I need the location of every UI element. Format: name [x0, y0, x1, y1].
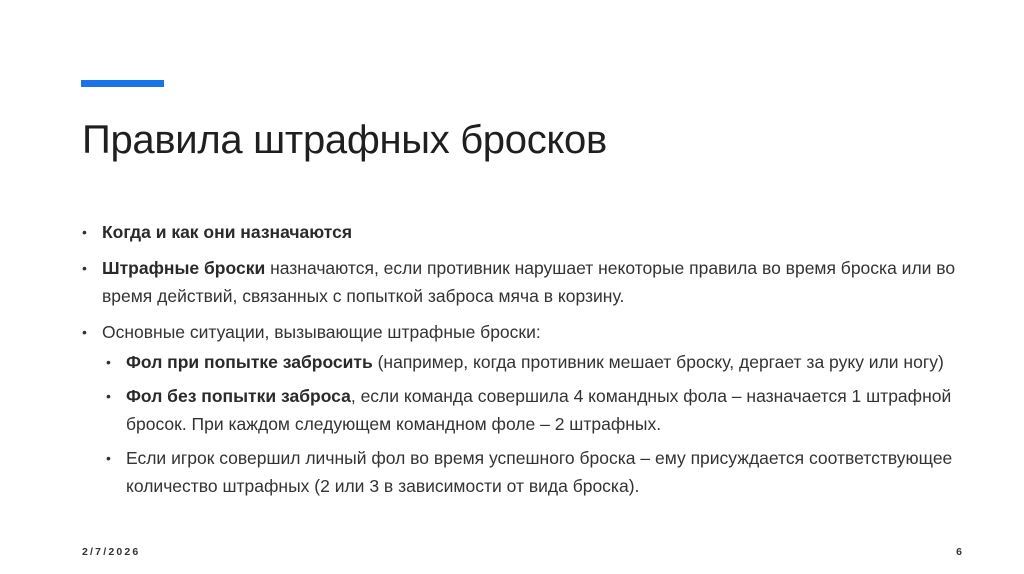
sub-bullet-dot-icon: • — [106, 388, 111, 404]
sub-bullet-dot-icon: • — [106, 450, 111, 466]
bullet-dot-icon: • — [82, 324, 87, 340]
bullet-text: назначаются, если противник нарушает некоторые правила во время броска или во время действий, связанных с попыткой заброса мяча в корзину. — [102, 258, 956, 306]
sub-bullet-item-1 — [82, 348, 962, 376]
bullet-bold-text: Когда и как они назначаются — [102, 222, 353, 242]
bullet-item-1 — [82, 218, 962, 246]
sub-bullet-text: , если команда совершила 4 командных фола – назначается 1 штрафной бросок. При каждом следующем командном фоле – 2 штрафных. — [126, 386, 952, 434]
page-number: 6 — [956, 546, 962, 558]
sub-bullet-dot-icon: • — [106, 354, 111, 370]
slide-content — [82, 218, 962, 500]
bullet-dot-icon: • — [82, 260, 87, 276]
bullet-dot-icon: • — [82, 224, 87, 240]
sub-bullet-item-2 — [82, 382, 962, 438]
sub-bullet-item-3 — [82, 444, 962, 500]
bullet-bold-text: Штрафные броски — [102, 258, 266, 278]
sub-bullet-bold-text: Фол без попытки заброса — [126, 386, 351, 406]
bullet-item-3 — [82, 318, 962, 346]
sub-bullet-text: (например, когда противник мешает броску, дергает за руку или ногу) — [372, 352, 944, 372]
bullet-item-2 — [82, 254, 962, 310]
sub-bullet-bold-text: Фол при попытке забросить — [126, 352, 373, 372]
title-accent-bar — [81, 80, 164, 87]
bullet-text: Основные ситуации, вызывающие штрафные броски: — [102, 322, 541, 342]
slide-title: Правила штрафных бросков — [82, 118, 607, 162]
footer-date: 2/7/2026 — [82, 546, 141, 558]
sub-bullet-text: Если игрок совершил личный фол во время успешного броска – ему присуждается соответствующее количество штрафных (2 или 3 в зависимости от вида броска). — [126, 448, 953, 496]
